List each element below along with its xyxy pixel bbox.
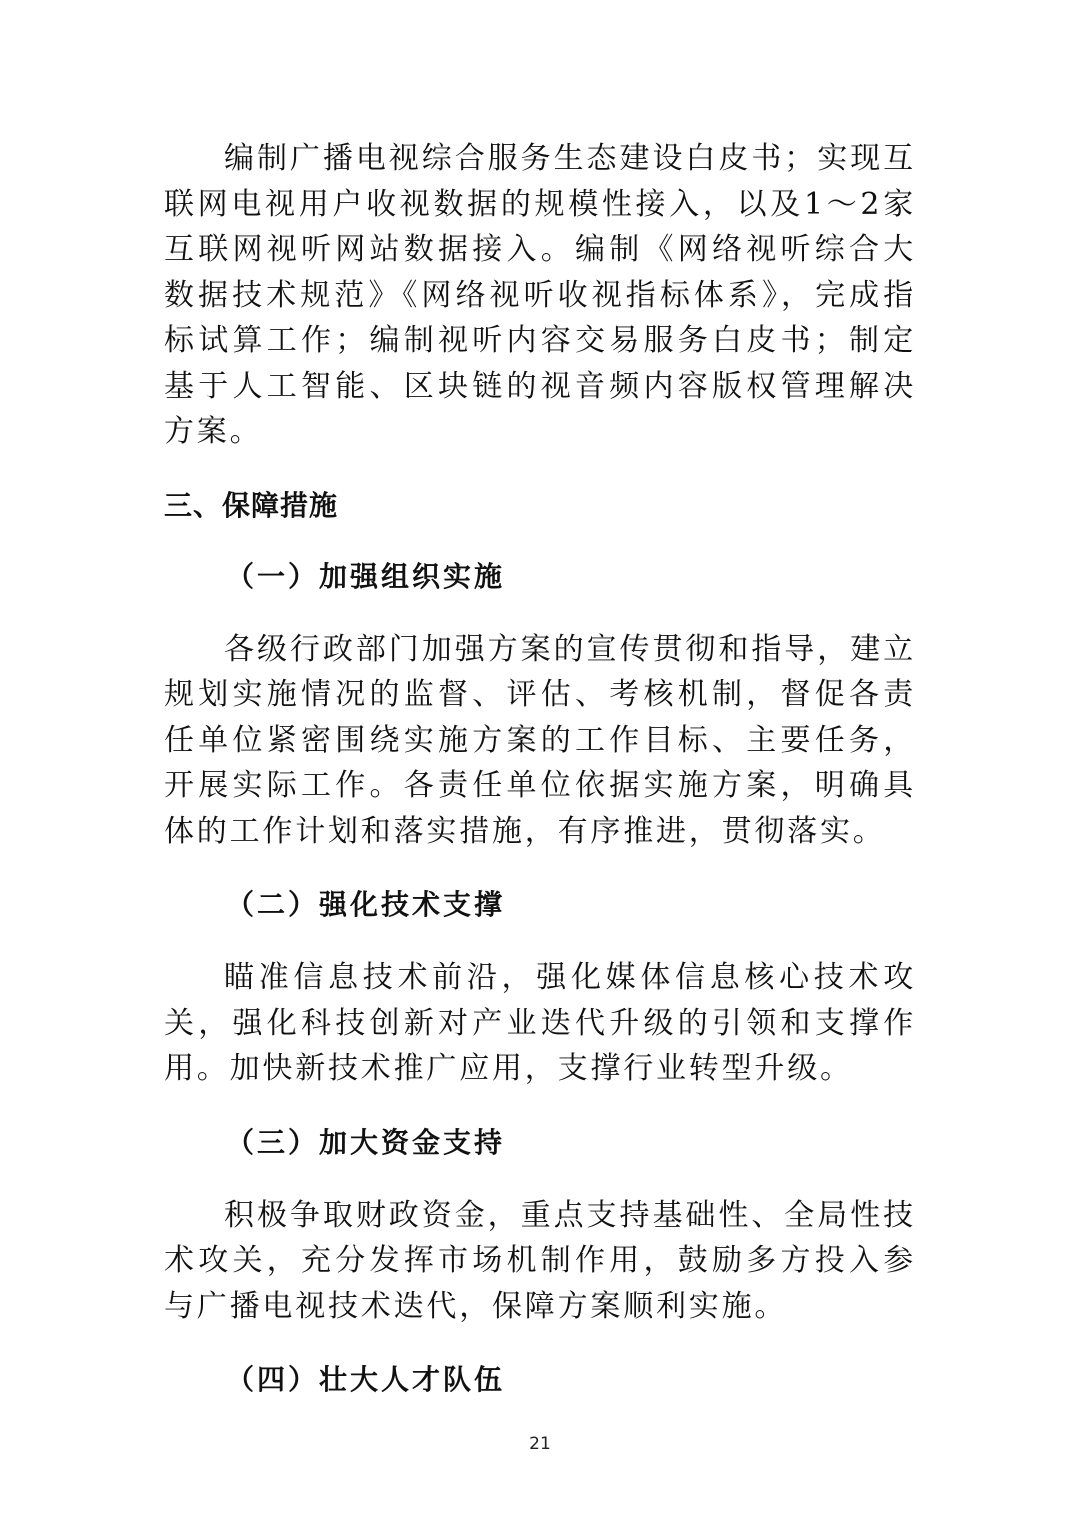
body-paragraph: 各级行政部门加强方案的宣传贯彻和指导，建立规划实施情况的监督、评估、考核机制，督促各责任单位紧密围绕实施方案的工作目标、主要任务，开展实际工作。各责任单位依据实施方案，明确具体的工作计划和落实措施，有序推进，贯彻落实。 — [164, 631, 916, 849]
spacer — [164, 854, 916, 882]
subsection-heading: （一）加强组织实施 — [226, 559, 506, 593]
spacer — [164, 927, 916, 955]
body-paragraph: 积极争取财政资金，重点支持基础性、全局性技术攻关，充分发挥市场机制作用，鼓励多方投入参与广播电视技术迭代，保障方案顺利实施。 — [164, 1197, 916, 1324]
body-paragraph: 编制广播电视综合服务生态建设白皮书；实现互联网电视用户收视数据的规模性接入，以及1～2家互联网视听网站数据接入。编制《网络视听综合大数据技术规范》《网络视听收视指标体系》，完成指标试算工作；编制视听内容交易服务白皮书；制定基于人工智能、区块链的视音频内容版权管理解决方案。 — [164, 141, 916, 449]
spacer — [164, 1165, 916, 1193]
section-heading: 三、保障措施 — [164, 488, 339, 522]
spacer — [164, 455, 916, 483]
subsection-heading: （四）壮大人才队伍 — [226, 1363, 506, 1396]
spacer — [164, 599, 916, 627]
subsection-heading: （三）加大资金支持 — [226, 1125, 506, 1159]
spacer — [164, 528, 916, 554]
page-number: 21 — [529, 1434, 551, 1454]
subsection-heading: （二）强化技术支撑 — [226, 888, 506, 921]
spacer — [164, 1329, 916, 1357]
spacer — [164, 1092, 916, 1120]
page-content — [164, 136, 916, 1402]
body-paragraph: 瞄准信息技术前沿，强化媒体信息核心技术攻关，强化科技创新对产业迭代升级的引领和支撑作用。加快新技术推广应用，支撑行业转型升级。 — [164, 960, 916, 1086]
